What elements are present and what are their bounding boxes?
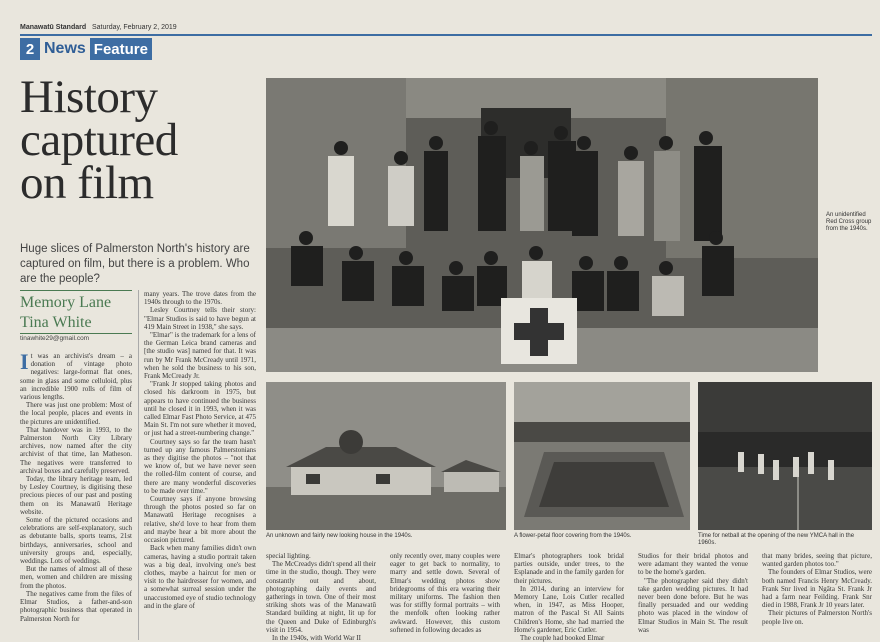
paragraph: The founders of Elmar Studios, were both named Francis Henry McCready. Frank Snr lived in Ngāta St. Frank Jr had a farm near Feilding. Frank Snr died in 1988, Frank Jr 10 years later. [762,568,872,610]
section-feature: Feature [90,38,152,60]
caption-netball: Time for netball at the opening of the new YMCA hall in the 1960s. [698,533,855,547]
byline-column: Memory Lane [20,294,112,311]
byline-rule [20,290,132,291]
paragraph: Some of the pictured occasions and celebrations are self-explanatory, such as debutante balls, sports teams, 21st birthdays, anniversaries, school and university groups and, especially, weddings. Lots of weddings. [20,516,132,566]
paragraph: Back when many families didn't own cameras, having a studio portrait taken was a big deal, involving one's best clothes, maybe a haircut for men or visit to the hairdresser for women, and a somewhat surreal session under the unaccustomed eye of studio technology and in the glare of [144,544,256,610]
headline-line: History [20,71,158,123]
paragraph: t was an archivist's dream – a donation of vintage photo negatives: large-format flat ones, some in glass and some celluloid, plus an incredible 1900 rolls of film of various lengths. [20,352,132,402]
masthead [20,24,870,31]
body-column-2 [144,290,256,642]
paragraph: Studios for their bridal photos and were adamant they wanted the venue to be the home's garden. [638,552,748,577]
section-bar [20,38,152,60]
house-image [266,382,506,530]
paragraph: special lighting. [266,552,311,560]
top-rule [20,34,872,36]
headline-line: on film [20,157,154,209]
caption-main: An unidentified Red Cross group from the 1940s. [826,212,872,233]
paragraph: many years. The trove dates from the 1940s through to the 1970s. [144,290,256,307]
paragraph: The negatives came from the files of Elmar Studios, a father-and-son photographic business that operated in Palmerston North for [20,589,132,623]
headline [20,71,260,209]
section-number: 2 [20,38,40,60]
paragraph: But the names of almost all of these men, women and children are missing from the photos. [20,565,132,590]
paragraph: There was just one problem: Most of the local people, places and events in the pictures are unidentified. [20,401,132,426]
byline-author: Tina White [20,314,92,331]
paragraph: only recently over, many couples were eager to get back to normality, to marry and settle down. Several of Elmar's wedding photos show bridegrooms of this era wearing their military uniforms. The fashion then was for stiffly formal portraits – with the menfolk often looking rather awkward. However, this custom softened in following decades as [390,552,500,634]
red-cross-group-image [266,78,818,372]
paragraph: "Frank Jr stopped taking photos and closed his darkroom in 1975, but appears to have continued the business until he closed it in 1993, when it was called Elmar Fast Photo Service, at 475 Main St. I'm not sure whether it moved, or just had a street-numbering change." [144,380,256,438]
body-column-3 [266,552,376,642]
paragraph: In 2014, during an interview for Memory Lane, Lois Cutler recalled when, in 1947, as Miss Hooper, matron of the Pascal St All Saints Children's Home, she had married the Home's gardener, Eric Cutler. [514,584,624,634]
paragraph: that many brides, seeing that picture, wanted garden photos too." [762,552,872,569]
photo-house [266,382,506,530]
column-divider [138,290,139,640]
standfirst: Huge slices of Palmerston North's history are captured on film, but there is a problem. Who are the people? [20,243,250,285]
photo-flower-floor [514,382,690,530]
masthead-paper: Manawatū Standard [20,24,87,31]
main-photo-red-cross-group [266,78,818,372]
byline-rule [20,333,132,334]
paragraph: "The photographer said they didn't take garden wedding pictures. It had never been done before. But he was finally persuaded and our wedding photo was placed in the window of Elmar Studios in Main St. The result was [638,576,748,634]
flower-floor-image [514,382,690,530]
body-column-5 [514,552,624,642]
paragraph: The McCreadys didn't spend all their time in the studio, though. They were constantly out and about, photographing daily events and gatherings in town. One of their most striking shots was of the Manawatū Standard building at night, lit up for the Queen and Duke of Edinburgh's visit in 1954. [266,560,376,634]
paragraph: Courtney says so far the team hasn't turned up any famous Palmerstonians as they digitise the photos – "not that we know of, but we have never seen the rolled-film content of course, and there are many wonderful discoveries to be made over time." [144,437,256,495]
paragraph: "Elmar" is the trademark for a lens of the German Leica brand cameras and [the studio was] named for that. It was run by Mr Frank McCready until 1971, when he sold the business to his son, Frank McCready Jr. [144,331,256,381]
section-news: News [44,40,86,57]
photo-netball [698,382,872,530]
paragraph: Elmar's photographers took bridal parties outside, under trees, to the Esplanade and in the family garden for their pictures. [514,552,624,585]
paragraph: The couple had booked Elmar [520,634,605,642]
body-column-6 [638,552,748,642]
caption-house: An unknown and fairly new looking house in the 1940s. [266,533,413,539]
paragraph: In the 1940s, with World War II [272,634,362,642]
paragraph: Lesley Courtney tells their story: "Elmar Studios is said to have begun at 419 Main Street in 1938," she says. [144,306,256,331]
paragraph: Their pictures of Palmerston North's people live on. [762,609,872,626]
caption-floor: A flower-petal floor covering from the 1940s. [514,533,632,539]
netball-image [698,382,872,530]
headline-line: captured [20,114,178,166]
byline-email: tinawhite29@gmail.com [20,335,90,342]
body-column-1 [20,352,132,642]
masthead-date: Saturday, February 2, 2019 [91,24,177,31]
paragraph: Today, the library heritage team, led by Lesley Courtney, is digitising these precious pieces of our past and posting them on its Manawatū Heritage website. [20,475,132,516]
paragraph: That handover was in 1993, to the Palmerston North City Library archives, now named after the city archivist of that time, Ian Matheson. The negatives were transferred to archival boxes and carefully preserved. [20,425,132,475]
paragraph: Courtney says if anyone browsing through the photos posted so far on Manawatū Heritage recognises a relative, she'd love to hear from them and maybe hear a bit more about the occasion pictured. [144,495,256,545]
drop-cap: I [20,352,29,374]
body-column-4 [390,552,500,642]
body-column-7 [762,552,872,642]
